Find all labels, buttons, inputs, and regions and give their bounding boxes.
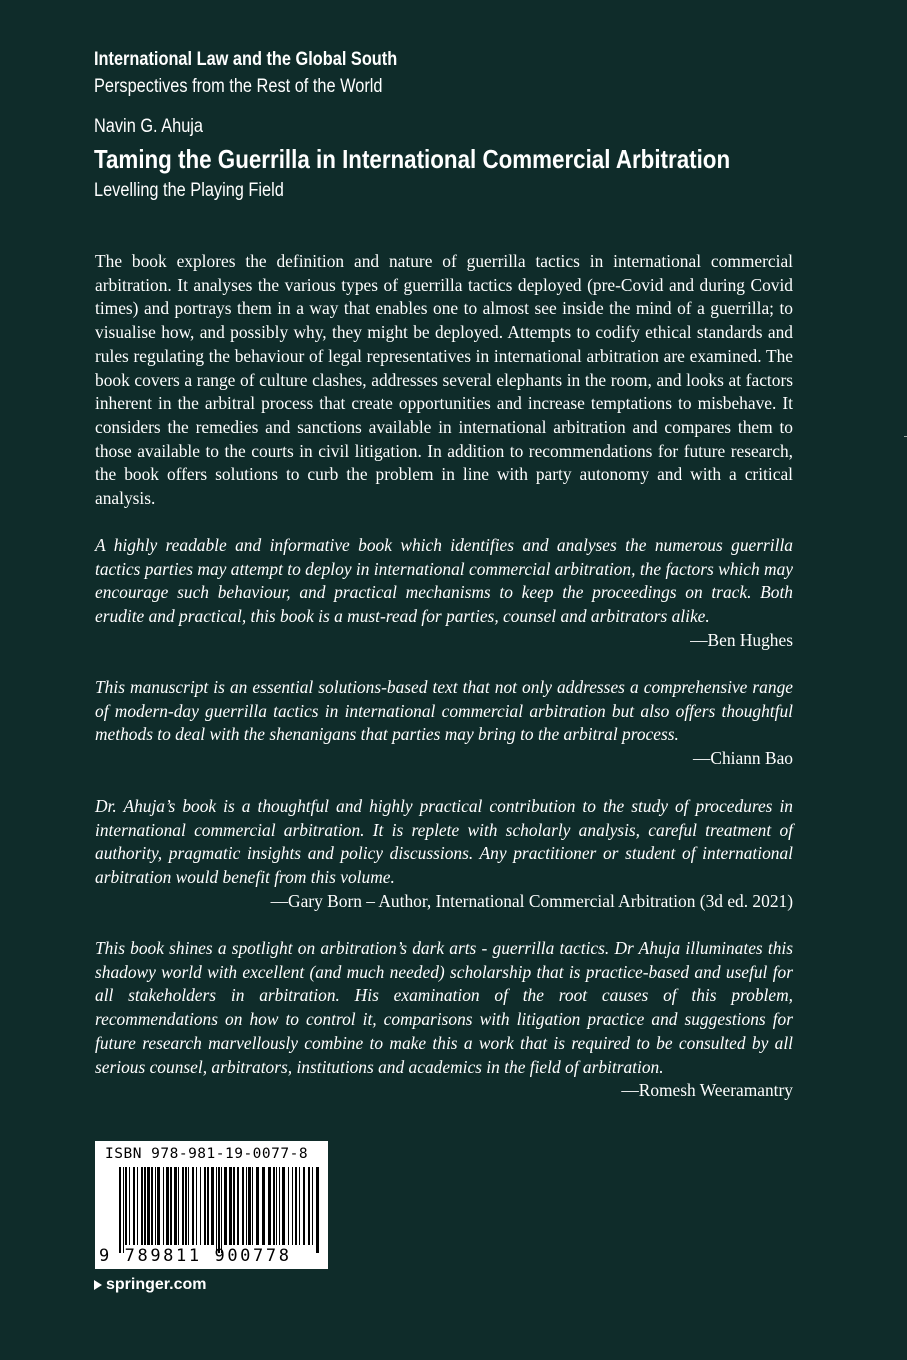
- isbn-label: ISBN 978-981-19-0077-8: [105, 1146, 309, 1162]
- endorsement-2: [95, 676, 793, 771]
- book-title: Taming the Guerrilla in International Commercial Arbitration: [94, 144, 731, 174]
- endorsement-attribution: —Gary Born – Author, International Commercial Arbitration (3d ed. 2021): [270, 890, 793, 911]
- endorsement-attribution: —Ben Hughes: [690, 629, 793, 650]
- isbn-barcode: [95, 1141, 328, 1269]
- arrow-right-icon: [94, 1280, 102, 1290]
- endorsement-text: This manuscript is an essential solutions-based text that not only addresses a comprehensive range of modern-day guerrilla tactics in international commercial arbitration but also offers thoughtful methods to deal with the shenanigans that parties may bring to the arbitral process.: [95, 677, 793, 745]
- publisher-link[interactable]: [94, 1274, 206, 1296]
- endorsement-text: A highly readable and informative book which identifies and analyses the numerous guerrilla tactics parties may attempt to deploy in international commercial arbitration, the factors which may encourage such behaviour, and practical mechanisms to keep the proceedings on track. Both erudite and practical, this book is a must-read for parties, counsel and arbitrators alike.: [95, 535, 793, 627]
- endorsement-attribution: —Chiann Bao: [693, 748, 793, 769]
- endorsement-3: [95, 795, 793, 914]
- book-description: The book explores the definition and nature of guerrilla tactics in international commercial arbitration. It analyses the various types of guerrilla tactics deployed (pre-Covid and during Covid times) and portrays them in a way that enables one to almost see inside the mind of a guerrilla; to visualise how, and possibly why, they might be deployed. Attempts to codify ethical standards and rules regulating the behaviour of legal representatives in international arbitration are examined. The book covers a range of culture clashes, addresses several elephants in the room, and looks at factors inherent in the arbitral process that create opportunities and increase temptations to misbehave. It considers the remedies and sanctions available in international arbitration and compares them to those available to the courts in civil litigation. In addition to recommendations for future research, the book offers solutions to curb the problem in line with party autonomy and with a critical analysis.: [95, 251, 793, 509]
- endorsement-1: [95, 534, 793, 653]
- endorsement-attribution: —Romesh Weeramantry: [621, 1080, 793, 1101]
- series-title: International Law and the Global South: [94, 49, 398, 70]
- endorsement-text: This book shines a spotlight on arbitration’s dark arts - guerrilla tactics. Dr Ahuja illuminates this shadowy world with excellent (and much needed) scholarship that is practice-based and useful for all stakeholders in arbitration. His examination of the root causes of this problem, recommendations on how to control it, comparisons with litigation practice and suggestions for future research marvellously combine to make this a work that is required to be consulted by all serious counsel, arbitrators, institutions and academics in the field of arbitration.: [95, 938, 793, 1077]
- series-subtitle: Perspectives from the Rest of the World: [94, 76, 383, 97]
- book-author: Navin G. Ahuja: [94, 116, 204, 137]
- endorsement-text: Dr. Ahuja’s book is a thoughtful and highly practical contribution to the study of procedures in international commercial arbitration. It is replete with scholarly analysis, careful treatment of authority, pragmatic insights and policy discussions. Any practitioner or student of international arbitration would benefit from this volume.: [95, 796, 793, 888]
- barcode-digits: 9 789811 900778: [99, 1246, 292, 1266]
- endorsement-4: [95, 937, 793, 1103]
- publisher-url: springer.com: [106, 1276, 207, 1293]
- book-subtitle: Levelling the Playing Field: [94, 180, 284, 201]
- series-block: [94, 46, 397, 100]
